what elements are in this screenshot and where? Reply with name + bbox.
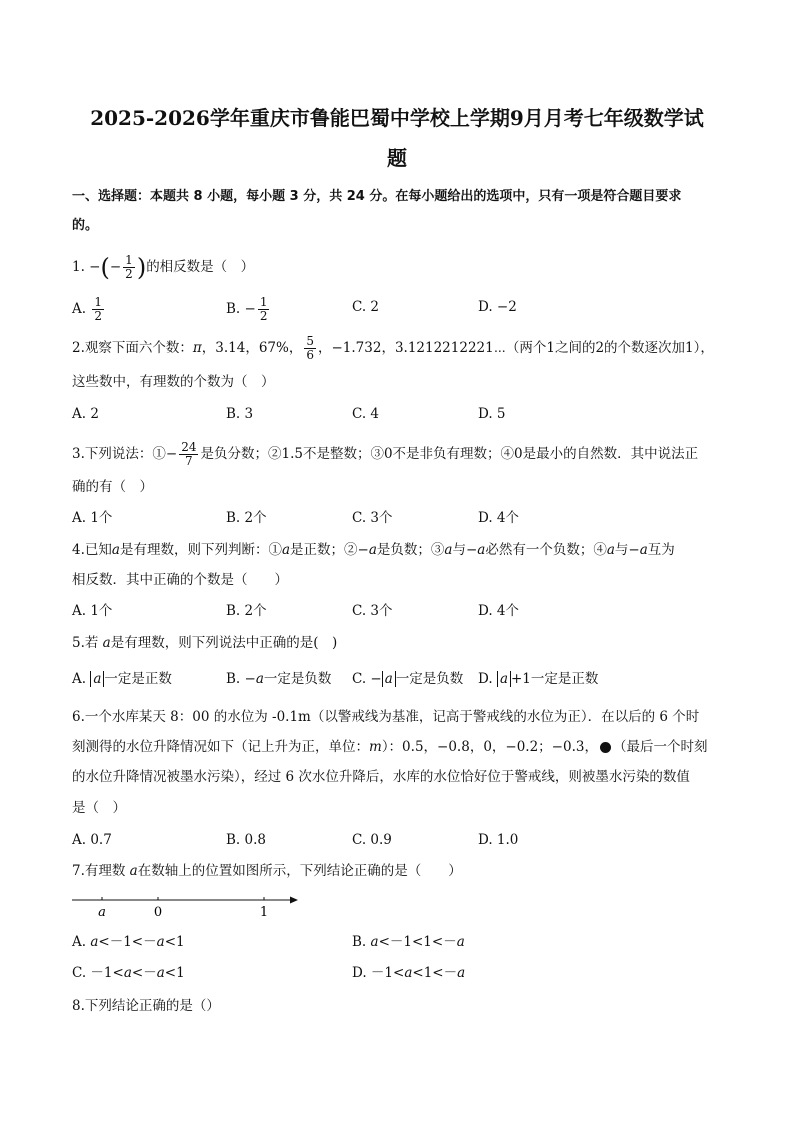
q4-option-d: D. 4个 — [478, 603, 520, 619]
q2-option-d: D. 5 — [478, 406, 506, 422]
ink-blot-icon — [600, 742, 611, 753]
q7-option-c: C. －1<a<－a<1 — [72, 965, 185, 981]
q1-inner-neg: − — [109, 259, 122, 275]
q6-option-b: B. 0.8 — [226, 832, 266, 848]
q2-option-c: C. 4 — [352, 406, 380, 422]
question-4: 4.已知a是有理数，则下列判断：①a是正数；②−a是负数；③a与−a必然有一个负数；④a与−a互为 — [72, 542, 675, 558]
question-8: 8.下列结论正确的是（） — [72, 998, 220, 1014]
q6-option-c: C. 0.9 — [352, 832, 392, 848]
q4-option-a: A. 1个 — [72, 603, 113, 619]
q7-option-d: D. －1<a<1<－a — [352, 965, 466, 981]
exam-title-line1: 2025-2026学年重庆市鲁能巴蜀中学校上学期9月月考七年级数学试 — [90, 106, 704, 130]
q1-fraction: $\frac{1}{2}$ — [125, 253, 133, 281]
q3-option-d: D. 4个 — [478, 510, 520, 526]
axis-label-1: 1 — [259, 905, 269, 920]
number-line-figure — [68, 890, 308, 924]
q3-option-b: B. 2个 — [226, 510, 267, 526]
exam-title-line2: 题 — [387, 146, 407, 170]
question-6-line2: 刻测得的水位升降情况如下（记上升为正，单位：m）：0.5，−0.8，0，−0.2；−0.3， （最后一个时刻 — [72, 739, 708, 755]
question-2-cont: 这些数中，有理数的个数为（ ） — [72, 374, 275, 390]
q7-option-a: A. a<－1<－a<1 — [72, 934, 185, 950]
question-5: 5.若 a是有理数，则下列说法中正确的是( ) — [72, 635, 338, 651]
q1-option-a: A. $\frac{1}{2}$ — [72, 295, 102, 323]
q5-option-a: A. a 一定是正数 — [72, 671, 172, 687]
q3-option-c: C. 3个 — [352, 510, 393, 526]
question-6-line3: 的水位升降情况被墨水污染），经过 6 次水位升降后，水库的水位恰好位于警戒线，则被墨水污染的数值 — [72, 769, 690, 785]
question-2: 2.观察下面六个数：π，3.14，67%， $\frac{5}{6}$ ，−1.732，3.1212212221⋯（两个1之间的2的个数逐次加1）， — [72, 334, 714, 362]
q1-neg-sign: − — [89, 259, 101, 275]
question-3-cont: 确的有（ ） — [72, 479, 153, 495]
q5-option-b: B. −a一定是负数 — [226, 671, 332, 687]
q5-option-d: D. a +1一定是正数 — [478, 671, 599, 687]
q6-option-a: A. 0.7 — [72, 832, 112, 848]
question-7: 7.有理数 a在数轴上的位置如图所示，下列结论正确的是（ ） — [72, 863, 462, 879]
q4-option-c: C. 3个 — [352, 603, 393, 619]
number-line-arrow-icon — [290, 897, 298, 904]
axis-label-0: 0 — [153, 905, 163, 920]
question-3: 3.下列说法：①− $\frac{24}{7}$ 是负分数；②1.5不是整数；③0不是非负有理数；④0是最小的自然数．其中说法正 — [72, 440, 699, 468]
q3-option-a: A. 1个 — [72, 510, 113, 526]
q6-option-d: D. 1.0 — [478, 832, 519, 848]
q2-option-b: B. 3 — [226, 406, 254, 422]
q1-option-b: B. − $\frac{1}{2}$ — [226, 295, 268, 323]
question-4-cont: 相反数．其中正确的个数是（ ） — [72, 572, 288, 588]
q1-number: 1. — [72, 259, 90, 275]
question-6-line4: 是（ ） — [72, 800, 126, 816]
section1-heading-cont: 的。 — [72, 218, 99, 233]
section1-heading: 一、选择题：本题共 8 小题，每小题 3 分，共 24 分。在每小题给出的选项中，只有一项是符合题目要求 — [72, 189, 682, 204]
axis-label-a: a — [98, 905, 106, 920]
q1-text: 的相反数是（ ） — [146, 259, 255, 275]
q7-option-b: B. a<－1<1<－a — [352, 934, 465, 950]
question-1: 1. −(− $\frac{1}{2}$ )的相反数是（ ） — [72, 253, 255, 282]
question-6: 6.一个水库某天 8：00 的水位为 -0.1m（以警戒线为基准，记高于警戒线的水位为正）．在以后的 6 个时 — [72, 709, 700, 725]
q2-option-a: A. 2 — [72, 406, 99, 422]
q1-option-c: C. 2 — [352, 299, 380, 315]
q5-option-c: C. − a 一定是负数 — [352, 671, 464, 687]
q1-option-d: D. −2 — [478, 299, 517, 315]
q4-option-b: B. 2个 — [226, 603, 267, 619]
